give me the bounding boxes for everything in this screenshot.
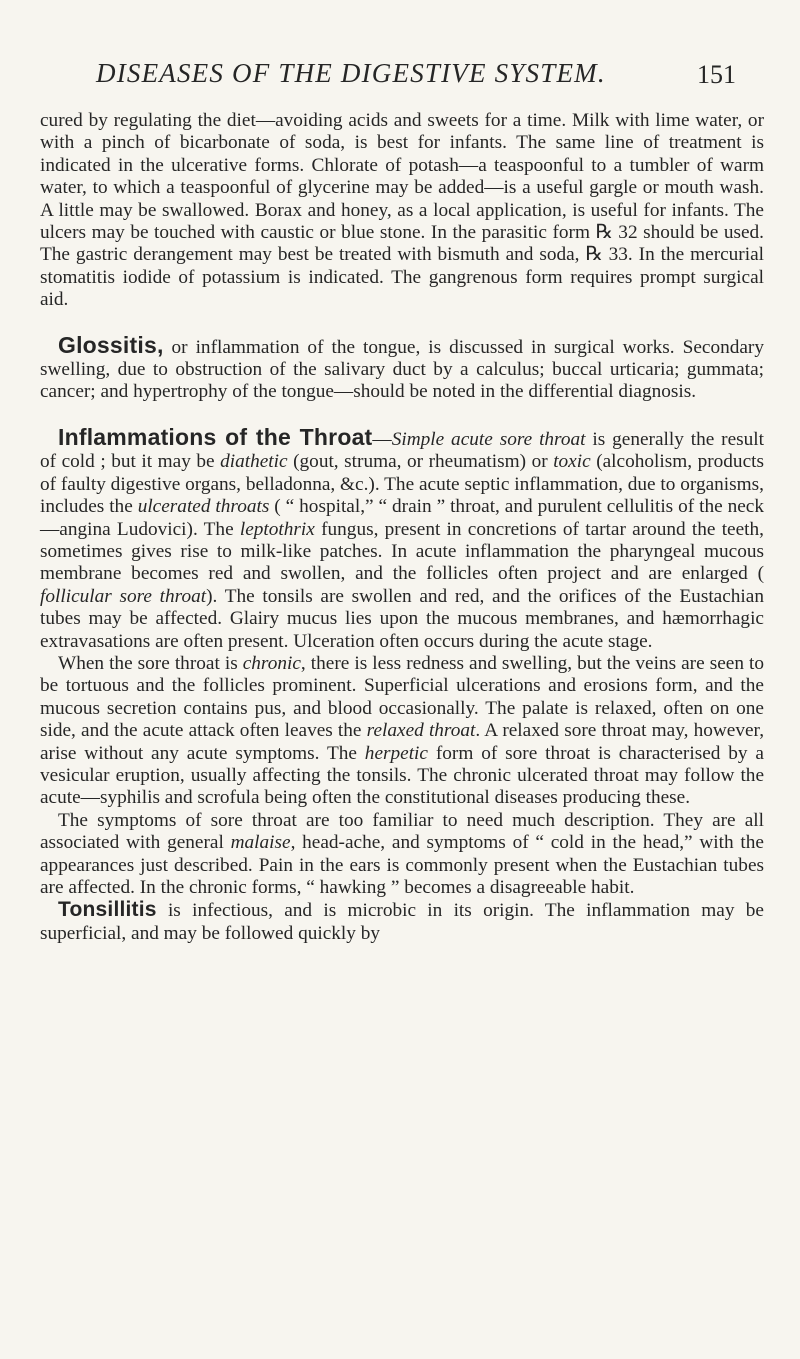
term-follicular: follicular sore throat: [40, 585, 207, 607]
glossitis-text: or inflammation of the tongue, is discussed in surgical works. Secondary swelling, due to obstruction of the salivary duct by a calculus; buccal urticaria; gummata; cancer; and hypertrophy of the tongue—should be noted in the differential diagnosis.: [40, 336, 764, 403]
throat-dash: —: [372, 428, 392, 450]
tonsillitis-text: is infectious, and is microbic in its origin. The inflammation may be superficial, and may be followed quickly by: [40, 900, 764, 944]
throat-text-1: is generally the result of cold ; but it may be: [40, 428, 765, 473]
term-chronic: chronic: [242, 652, 301, 674]
throat-text-2: (gout, struma, or rheumatism) or: [287, 451, 554, 473]
page-number: 151: [697, 60, 736, 89]
heading-throat: Inflammations of the Throat: [58, 423, 373, 450]
throat-text-4: ( “ hospital,” “ drain ” throat, and purulent cellulitis of the neck—angina Ludovici). The: [40, 496, 764, 540]
symptoms-text-1: The symptoms of sore throat are too familiar to need much description. They are all associated with general: [40, 809, 764, 854]
chronic-text-4: form of sore throat is characterised by a vesicular eruption, usually affecting the tonsils. The chronic ulcerated throat may follow the acute—syphilis and scrofula being often the constitutional diseases producing these.: [40, 742, 764, 809]
paragraph-tonsillitis: [40, 899, 764, 945]
body-text: [40, 110, 764, 945]
heading-tonsillitis: Tonsillitis: [58, 898, 157, 922]
term-malaise: malaise: [230, 832, 291, 854]
term-simple-acute: Simple acute sore throat: [391, 428, 586, 450]
throat-text-6: ). The tonsils are swollen and red, and the orifices of the Eustachian tubes may be affected. Glairy mucus lies upon the mucous membranes, and hæmorrhagic extravasations are often present. Ulceration often occurs during the acute stage.: [40, 585, 764, 652]
paragraph-glossitis: [40, 331, 764, 404]
heading-glossitis: Glossitis,: [58, 331, 164, 358]
term-toxic: toxic: [553, 451, 591, 473]
paragraph-chronic: [40, 653, 764, 810]
paragraph-symptoms: [40, 810, 764, 900]
throat-text-5: fungus, present in concretions of tartar around the teeth, sometimes gives rise to milk-like patches. In acute inflammation the pharyngeal mucous membrane becomes red and swollen, and the follicles often project and are enlarged (: [40, 518, 764, 585]
running-head: DISEASES OF THE DIGESTIVE SYSTEM.: [96, 58, 606, 88]
throat-text-3: (alcoholism, products of faulty digestive organs, belladonna, &c.). The acute septic inflammation, due to organisms, includes the: [40, 451, 764, 518]
term-ulcerated-throats: ulcerated throats: [137, 496, 270, 518]
term-relaxed-throat: relaxed throat: [366, 720, 476, 742]
paragraph-treatment: cured by regulating the diet—avoiding acids and sweets for a time. Milk with lime water, or with a pinch of bicarbonate of soda, is best for infants. The same line of treatment is indicated in the ulcerative forms. Chlorate of potash—a teaspoonful to a tumbler of warm water, to which a teaspoonful of glycerine may be added—is a useful gargle or mouth wash. A little may be swallowed. Borax and honey, as a local application, is useful for infants. The ulcers may be touched with caustic or blue stone. In the parasitic form ℞ 32 should be used. The gastric derangement may best be treated with bismuth and soda, ℞ 33. In the mercurial stomatitis iodide of potassium is indicated. The gangrenous form requires prompt surgical aid.: [40, 110, 764, 311]
chronic-text-1: When the sore throat is: [58, 652, 243, 674]
paragraph-throat: [40, 423, 765, 653]
chronic-text-3: . A relaxed sore throat may, however, arise without any acute symptoms. The: [40, 720, 765, 764]
symptoms-text-2: , head-ache, and symptoms of “ cold in the head,” with the appearances just described. Pain in the ears is commonly present when the Eustachian tubes are affected. In the chronic forms, “ hawking ” becomes a disagreeable habit.: [40, 832, 764, 898]
term-diathetic: diathetic: [220, 451, 288, 473]
term-leptothrix: leptothrix: [239, 518, 315, 540]
chronic-text-2: , there is less redness and swelling, but the veins are seen to be tortuous and the follicles prominent. Superficial ulcerations and erosions form, and the mucous secretion contains pus, and blood occasionally. The palate is relaxed, often on one side, and the acute attack often leaves the: [40, 652, 764, 742]
term-herpetic: herpetic: [364, 742, 428, 764]
